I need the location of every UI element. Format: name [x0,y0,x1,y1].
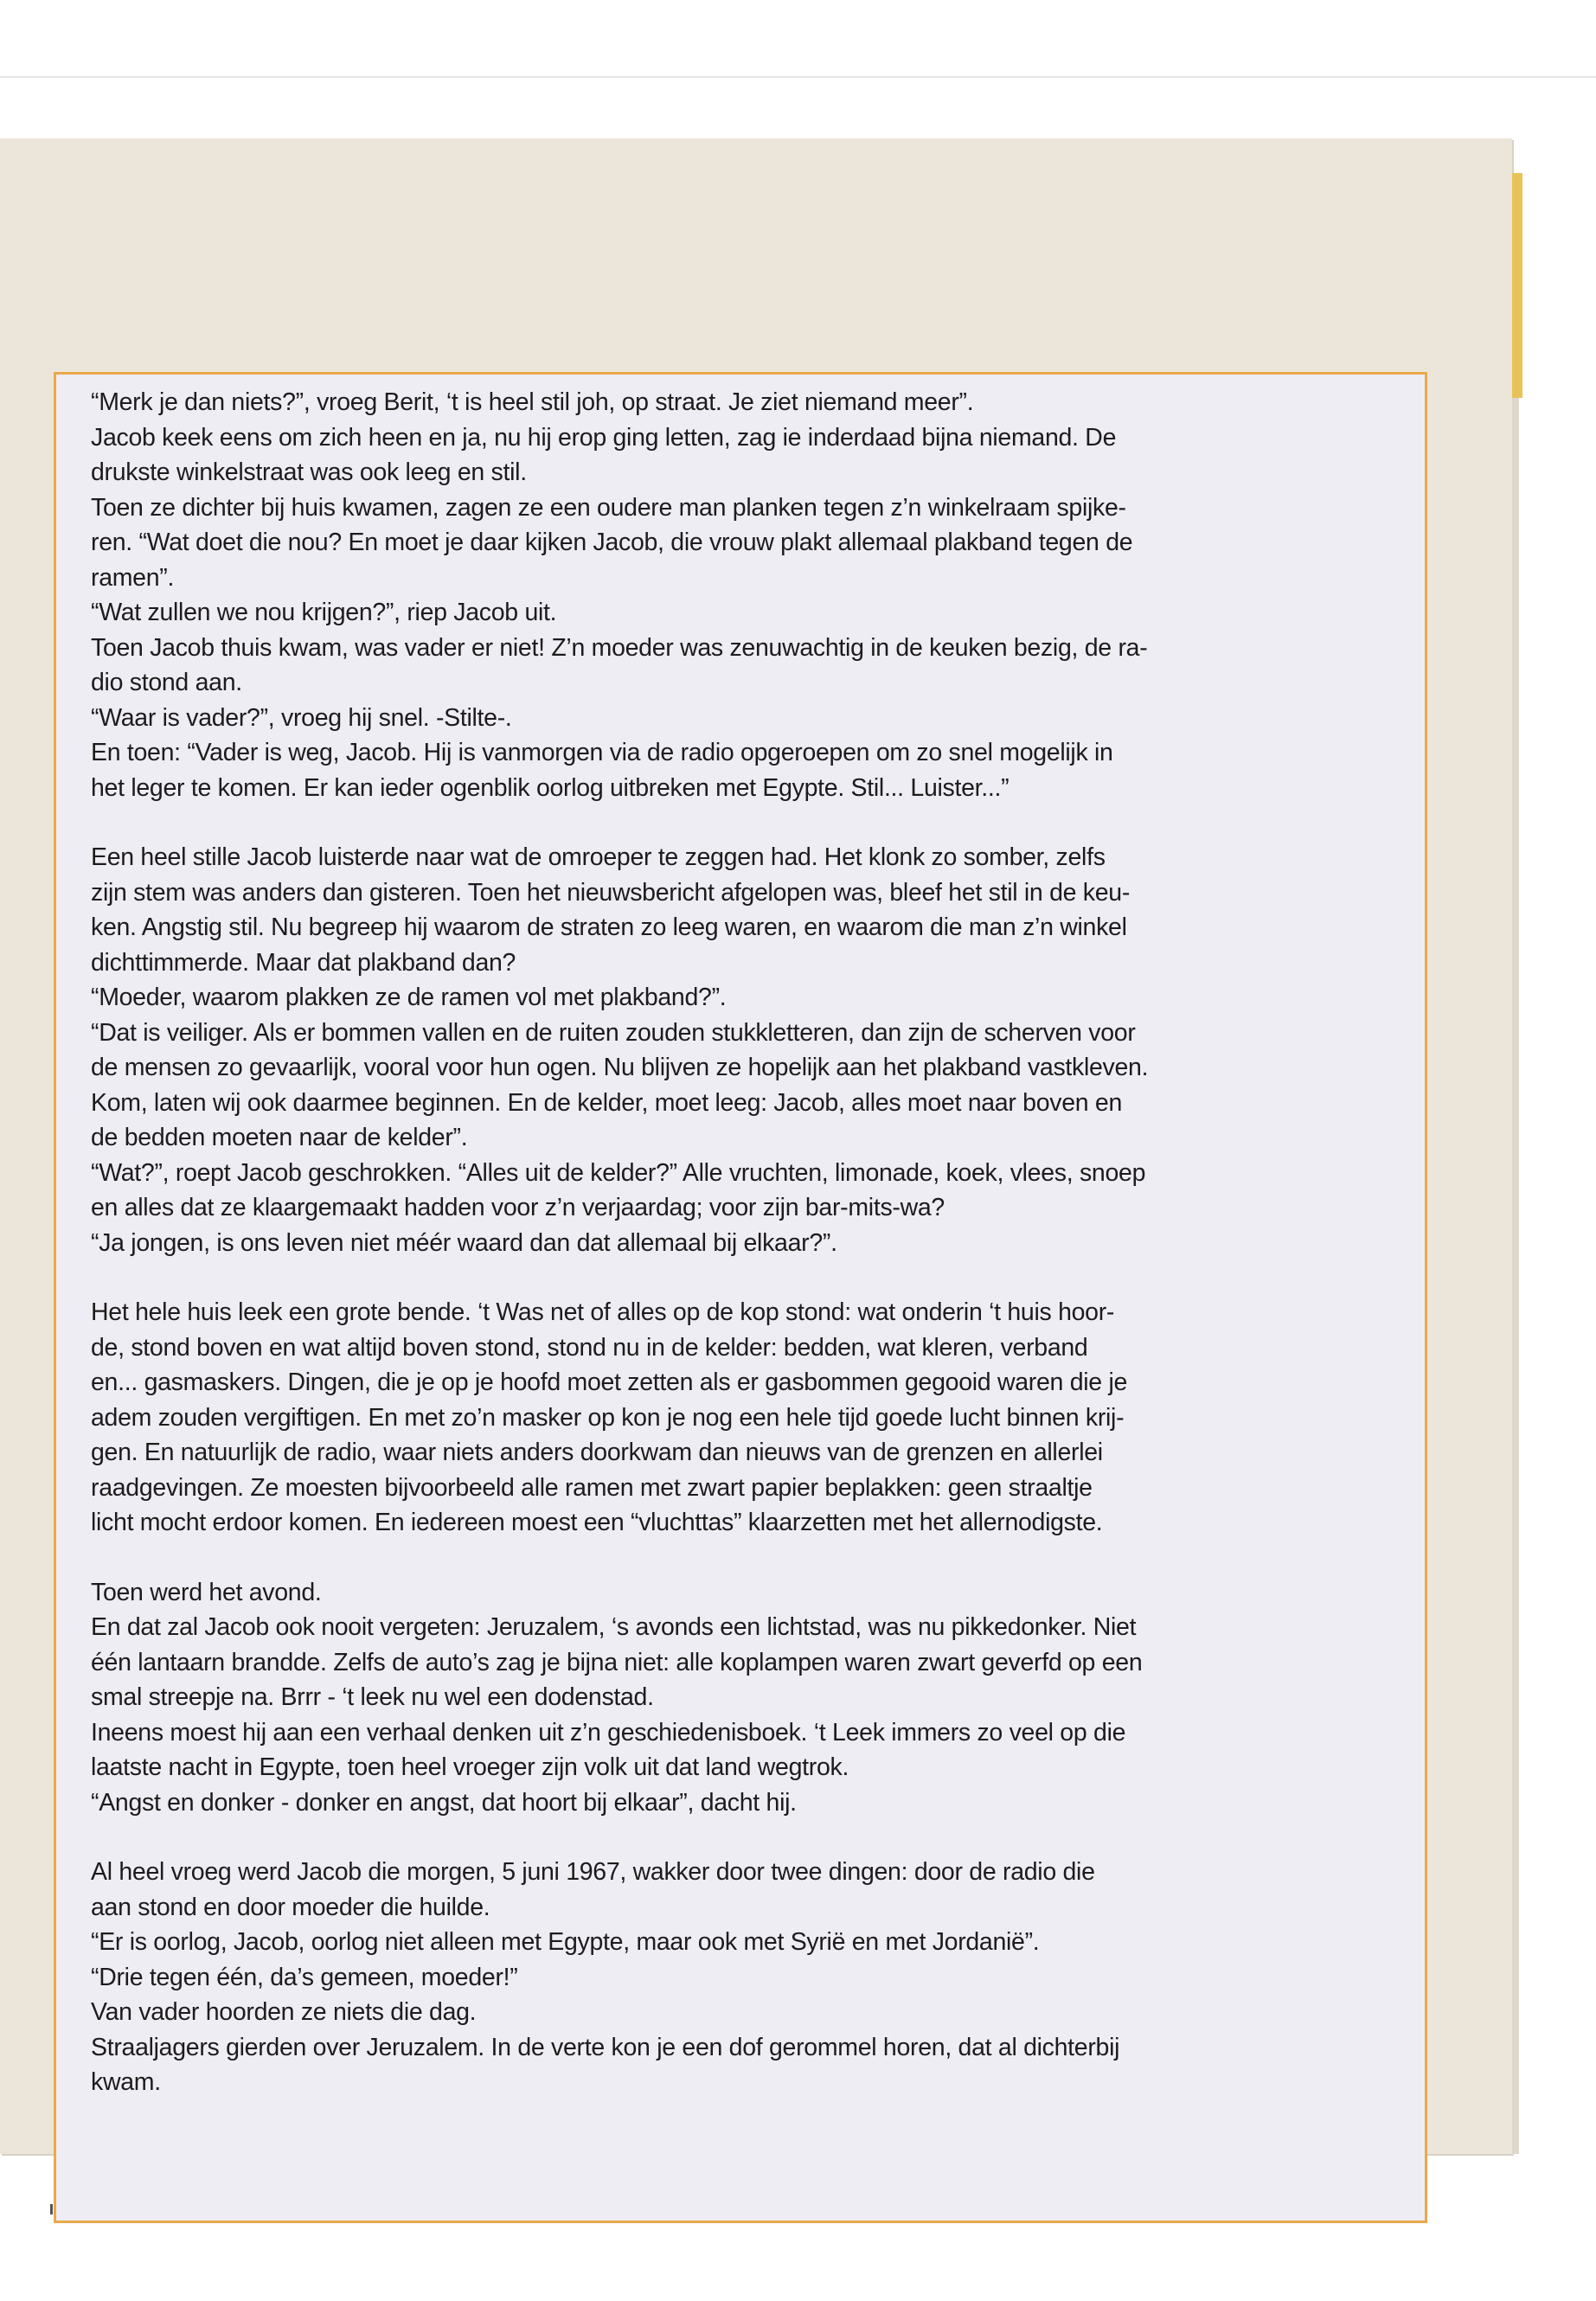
story-line: ren. “Wat doet die nou? En moet je daar kijken Jacob, die vrouw plakt allemaal plakband tegen de [91,529,1133,556]
story-line: kwam. [91,2068,161,2096]
paragraph-gap [91,1260,1388,1295]
story-line: ramen”. [91,563,175,592]
story-line: licht mocht erdoor komen. En iedereen moest een “vluchttas” klaarzetten met het allernodigste. [91,1509,1103,1536]
story-line: de mensen zo gevaarlijk, vooral voor hun ogen. Nu blijven ze hopelijk aan het plakband vastkleven. [91,1054,1149,1081]
story-line: “Ja jongen, is ons leven niet méér waard dan dat allemaal bij elkaar?”. [91,1228,837,1257]
story-line: adem zouden vergiftigen. En met zo’n masker op kon je nog een hele tijd goede lucht binnen krij- [91,1403,1125,1432]
story-line: Toen ze dichter bij huis kwamen, zagen ze een oudere man planken tegen z’n winkelraam spijke- [91,493,1126,522]
story-line: Ineens moest hij aan een verhaal denken uit z’n geschiedenisboek. ‘t Leek immers zo veel op die [91,1718,1126,1747]
story-line: laatste nacht in Egypte, toen heel vroeger zijn volk uit dat land wegtrok. [91,1753,849,1781]
story-line: “Angst en donker - donker en angst, dat hoort bij elkaar”, dacht hij. [91,1788,797,1817]
story-line: “Wat?”, roept Jacob geschrokken. “Alles uit de kelder?” Alle vruchten, limonade, koek, vlees, snoep [91,1158,1146,1187]
story-line: smal streepje na. Brrr - ‘t leek nu wel een dodenstad. [91,1683,654,1711]
story-text [91,385,1388,2100]
story-line: en... gasmaskers. Dingen, die je op je hoofd moet zetten als er gasbommen gegooid waren die je [91,1368,1128,1396]
story-line: ken. Angstig stil. Nu begreep hij waarom de straten zo leeg waren, en waarom die man z’n winkel [91,913,1127,941]
story-line: Jacob keek eens om zich heen en ja, nu hij erop ging letten, zag ie inderdaad bijna niemand. De [91,423,1117,452]
story-line: Toen Jacob thuis kwam, was vader er niet! Z’n moeder was zenuwachtig in de keuken bezig, de ra- [91,633,1148,662]
paragraph-gap [91,1820,1388,1855]
text-frame [54,372,1427,2223]
story-line: drukste winkelstraat was ook leeg en stil. [91,458,527,486]
story-line: “Drie tegen één, da’s gemeen, moeder!” [91,1963,518,1991]
story-line: “Merk je dan niets?”, vroeg Berit, ‘t is heel stil joh, op straat. Je ziet niemand meer”. [91,388,974,416]
story-line: de bedden moeten naar de kelder”. [91,1124,468,1151]
story-line: “Moeder, waarom plakken ze de ramen vol met plakband?”. [91,984,727,1011]
story-line: Het hele huis leek een grote bende. ‘t Was net of alles op de kop stond: wat onderin ‘t huis hoor- [91,1298,1115,1326]
story-line: Kom, laten wij ook daarmee beginnen. En de kelder, moet leeg: Jacob, alles moet naar boven en [91,1088,1123,1117]
story-line: “Waar is vader?”, vroeg hij snel. -Stilte-. [91,703,512,732]
story-line: het leger te komen. Er kan ieder ogenblik oorlog uitbreken met Egypte. Stil... Luister...” [91,773,1010,802]
paragraph-gap [91,805,1388,840]
story-line: en alles dat ze klaargemaakt hadden voor z’n verjaardag; voor zijn bar-mits-wa? [91,1194,945,1221]
story-line: “Dat is veiliger. Als er bommen vallen en de ruiten zouden stukkletteren, dan zijn de scherven voor [91,1018,1136,1047]
story-line: aan stond en door moeder die huilde. [91,1893,490,1921]
story-line: één lantaarn brandde. Zelfs de auto’s zag je bijna niet: alle koplampen waren zwart geverfd op een [91,1648,1143,1676]
story-line: “Wat zullen we nou krijgen?”, riep Jacob uit. [91,599,557,626]
story-line: En dat zal Jacob ook nooit vergeten: Jeruzalem, ‘s avonds een lichtstad, was nu pikkedonker. Niet [91,1613,1137,1641]
story-line: zijn stem was anders dan gisteren. Toen het nieuwsbericht afgelopen was, bleef het stil in de keu- [91,878,1131,907]
story-line: En toen: “Vader is weg, Jacob. Hij is vanmorgen via de radio opgeroepen om zo snel mogelijk in [91,739,1113,766]
story-line: dichttimmerde. Maar dat plakband dan? [91,948,516,977]
story-line: Straaljagers gierden over Jeruzalem. In de verte kon je een dof gerommel horen, dat al dichterbij [91,2033,1120,2061]
page-right-edge [1512,173,1522,398]
page-right-shadow [1512,398,1519,2154]
story-line: gen. En natuurlijk de radio, waar niets anders doorkwam dan nieuws van de grenzen en allerlei [91,1439,1103,1466]
story-line: “Er is oorlog, Jacob, oorlog niet alleen met Egypte, maar ook met Syrië en met Jordanië”. [91,1928,1040,1956]
story-line: Toen werd het avond. [91,1578,322,1606]
paragraph-gap [91,1541,1388,1575]
scan-mark [50,2204,53,2214]
story-line: Al heel vroeg werd Jacob die morgen, 5 juni 1967, wakker door twee dingen: door de radio die [91,1858,1095,1886]
story-line: dio stond aan. [91,669,242,696]
story-line: Van vader hoorden ze niets die dag. [91,1998,477,2026]
story-line: Een heel stille Jacob luisterde naar wat de omroeper te zeggen had. Het klonk zo somber, zelfs [91,843,1106,871]
page-sheet [0,138,1512,2154]
scan-edge-top [0,76,1596,78]
story-line: raadgevingen. Ze moesten bijvoorbeeld alle ramen met zwart papier beplakken: geen straaltje [91,1473,1093,1502]
story-line: de, stond boven en wat altijd boven stond, stond nu in de kelder: bedden, wat kleren, verband [91,1333,1088,1362]
